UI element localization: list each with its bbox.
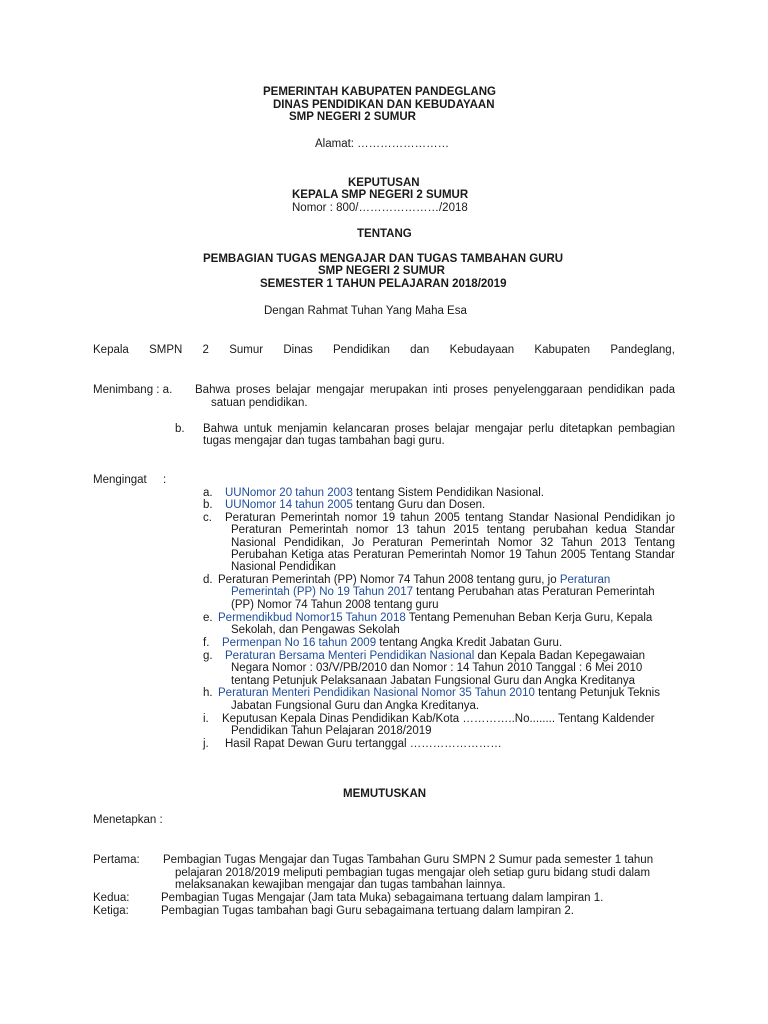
pp-19-2017-link-part-1[interactable]: Peraturan [559,574,611,586]
mengingat-f-text: tentang Angka Kredit Jabatan Guru. [376,637,563,649]
menimbang-b-mark: b. [175,423,185,435]
ketiga-label: Ketiga: [93,905,129,917]
permendikbud-15-2018-link[interactable]: Permendikbud Nomor15 Tahun 2018 [218,612,406,624]
mengingat-colon: : [163,474,167,486]
mengingat-f-mark: f. [203,637,210,649]
preamble-line [93,344,675,356]
decree-number: Nomor : 800/…………………/2018 [292,202,468,214]
subject-line-3: SEMESTER 1 TAHUN PELAJARAN 2018/2019 [260,278,507,290]
mengingat-h-mark: h. [203,687,213,699]
header-line-3: SMP NEGERI 2 SUMUR [289,111,416,123]
mengingat-j-line-1: Hasil Rapat Dewan Guru tertanggal …………………… [225,738,502,750]
kedua-label: Kedua: [93,892,130,904]
mengingat-h-text-1: tentang Petunjuk Teknis [534,687,660,699]
subject-line-2: SMP NEGERI 2 SUMUR [318,265,445,277]
preamble-word: SMPN [149,344,183,356]
mengingat-label: Mengingat [93,474,147,486]
decree-issuer: KEPALA SMP NEGERI 2 SUMUR [292,189,469,201]
mengingat-c-line-4: Perubahan Ketiga atas Peraturan Pemerintah Nomor 19 Tahun 2005 Tentang Standar [231,549,675,561]
preamble-word: Dinas [283,344,313,356]
mengingat-b-mark: b. [203,499,213,511]
preamble-word: Pendidikan [332,344,390,356]
pertama-line-2: pelajaran 2018/2019 meliputi pembagian tugas mengajar oleh setiap guru bidang studi dalam [175,867,651,879]
mengingat-h-line-2: Jabatan Fungsional Guru dan Angka Kreditanya. [231,700,480,712]
mengingat-b-text: tentang Guru dan Dosen. [352,499,486,511]
mengingat-e-text-1: Tentang Pemenuhan Beban Kerja Guru, Kepala [405,612,653,624]
mengingat-e-line-1 [218,612,652,624]
preamble-word: Kabupaten [534,344,591,356]
pertama-line-1: Pembagian Tugas Mengajar dan Tugas Tambahan Guru SMPN 2 Sumur pada semester 1 tahun [163,854,654,866]
mengingat-c-mark: c. [203,512,212,524]
uu-20-2003-link[interactable]: UUNomor 20 tahun 2003 [225,487,353,499]
kedua-text: Pembagian Tugas Mengajar (Jam tata Muka) sebagaimana tertuang dalam lampiran 1. [161,892,604,904]
menimbang-a-line-2: satuan pendidikan. [211,397,308,409]
mengingat-g-line-1 [225,650,645,662]
mengingat-a [225,487,544,499]
uu-14-2005-link[interactable]: UUNomor 14 tahun 2005 [225,499,353,511]
mengingat-g-mark: g. [203,650,213,662]
mengingat-j-mark: j. [203,738,209,750]
about-heading: TENTANG [357,228,412,240]
mengingat-c-line-5: Nasional Pendidikan [231,561,336,573]
mengingat-g-text-1: dan Kepala Badan Kepegawaian [474,650,646,662]
permenpan-16-2009-link[interactable]: Permenpan No 16 tahun 2009 [222,637,377,649]
menimbang-b-line-2: tugas mengajar dan tugas tambahan bagi guru. [203,435,445,447]
mengingat-i-line-1: Keputusan Kepala Dinas Pendidikan Kab/Kota …………..No........ Tentang Kaldender [222,713,655,725]
mengingat-d-text-2: tentang Perubahan atas Peraturan Pemerintah [412,586,655,598]
header-line-2: DINAS PENDIDIKAN DAN KEBUDAYAAN [273,99,495,111]
header-line-1: PEMERINTAH KABUPATEN PANDEGLANG [263,86,496,98]
pertama-line-3: melaksanakan kewajiban mengajar dan tugas tambahan lainnya. [175,879,506,891]
mengingat-g-line-2: Negara Nomor : 03/V/PB/2010 dan Nomor : 14 Tahun 2010 Tanggal : 6 Mei 2010 [231,662,643,674]
decision-title: MEMUTUSKAN [343,788,427,800]
mengingat-f-line [222,637,562,649]
pp-19-2017-link-part-2[interactable]: Pemerintah (PP) No 19 Tahun 2017 [231,586,413,598]
mengingat-d-line-2 [231,586,655,598]
mengingat-d-mark: d. [203,574,213,586]
peraturan-bersama-link[interactable]: Peraturan Bersama Menteri Pendidikan Nasional [225,650,475,662]
mengingat-b [225,499,485,511]
mengingat-c-line-1: Peraturan Pemerintah nomor 19 tahun 2005 tentang Standar Nasional Pendidikan jo [225,512,675,524]
address-line: Alamat: …………………… [315,138,450,150]
mengingat-g-line-3: tentang Petunjuk Pelaksanaan Jabatan Fungsional Guru dan Angka Kreditanya [231,675,636,687]
menetapkan-label: Menetapkan : [93,814,163,826]
preamble-word: 2 [202,344,209,356]
mengingat-d-line-1 [218,574,610,586]
mengingat-c-line-3: Nasional Pendidikan, Jo Peraturan Pemerintah Nomor 32 Tahun 2013 Tentang [231,537,675,549]
mengingat-c-line-2: Peraturan Pemerintah nomor 13 tahun 2015 tentang perubahan kedua Standar [231,524,675,536]
permendiknas-35-2010-link[interactable]: Peraturan Menteri Pendidikan Nasional Nomor 35 Tahun 2010 [218,687,535,699]
menimbang-label: Menimbang : a. [93,384,173,396]
preamble-word: Kepala [93,344,129,356]
mengingat-e-line-2: Sekolah, dan Pengawas Sekolah [231,624,400,636]
decree-title: KEPUTUSAN [348,177,420,189]
pertama-label: Pertama: [93,854,140,866]
mengingat-h-line-1 [218,687,660,699]
mengingat-d-line-3: (PP) Nomor 74 Tahun 2008 tentang guru [231,599,439,611]
ketiga-text: Pembagian Tugas tambahan bagi Guru sebagaimana tertuang dalam lampiran 2. [161,905,574,917]
blessing-line: Dengan Rahmat Tuhan Yang Maha Esa [264,305,467,317]
mengingat-e-mark: e. [203,612,213,624]
subject-line-1: PEMBAGIAN TUGAS MENGAJAR DAN TUGAS TAMBAHAN GURU [203,253,564,265]
mengingat-a-text: tentang Sistem Pendidikan Nasional. [352,487,545,499]
mengingat-d-text-1: Peraturan Pemerintah (PP) Nomor 74 Tahun 2008 tentang guru, jo [218,574,560,586]
preamble-word: dan [410,344,430,356]
mengingat-i-line-2: Pendidikan Tahun Pelajaran 2018/2019 [231,725,432,737]
mengingat-a-mark: a. [203,487,213,499]
preamble-word: Sumur [229,344,264,356]
preamble-word: Pandeglang, [610,344,675,356]
menimbang-b-line-1: Bahwa untuk menjamin kelancaran proses belajar mengajar perlu ditetapkan pembagian [203,423,675,435]
mengingat-i-mark: i. [203,713,209,725]
preamble-word: Kebudayaan [449,344,515,356]
menimbang-a-line-1: Bahwa proses belajar mengajar merupakan inti proses penyelenggaraan pendidikan pada [195,384,675,396]
